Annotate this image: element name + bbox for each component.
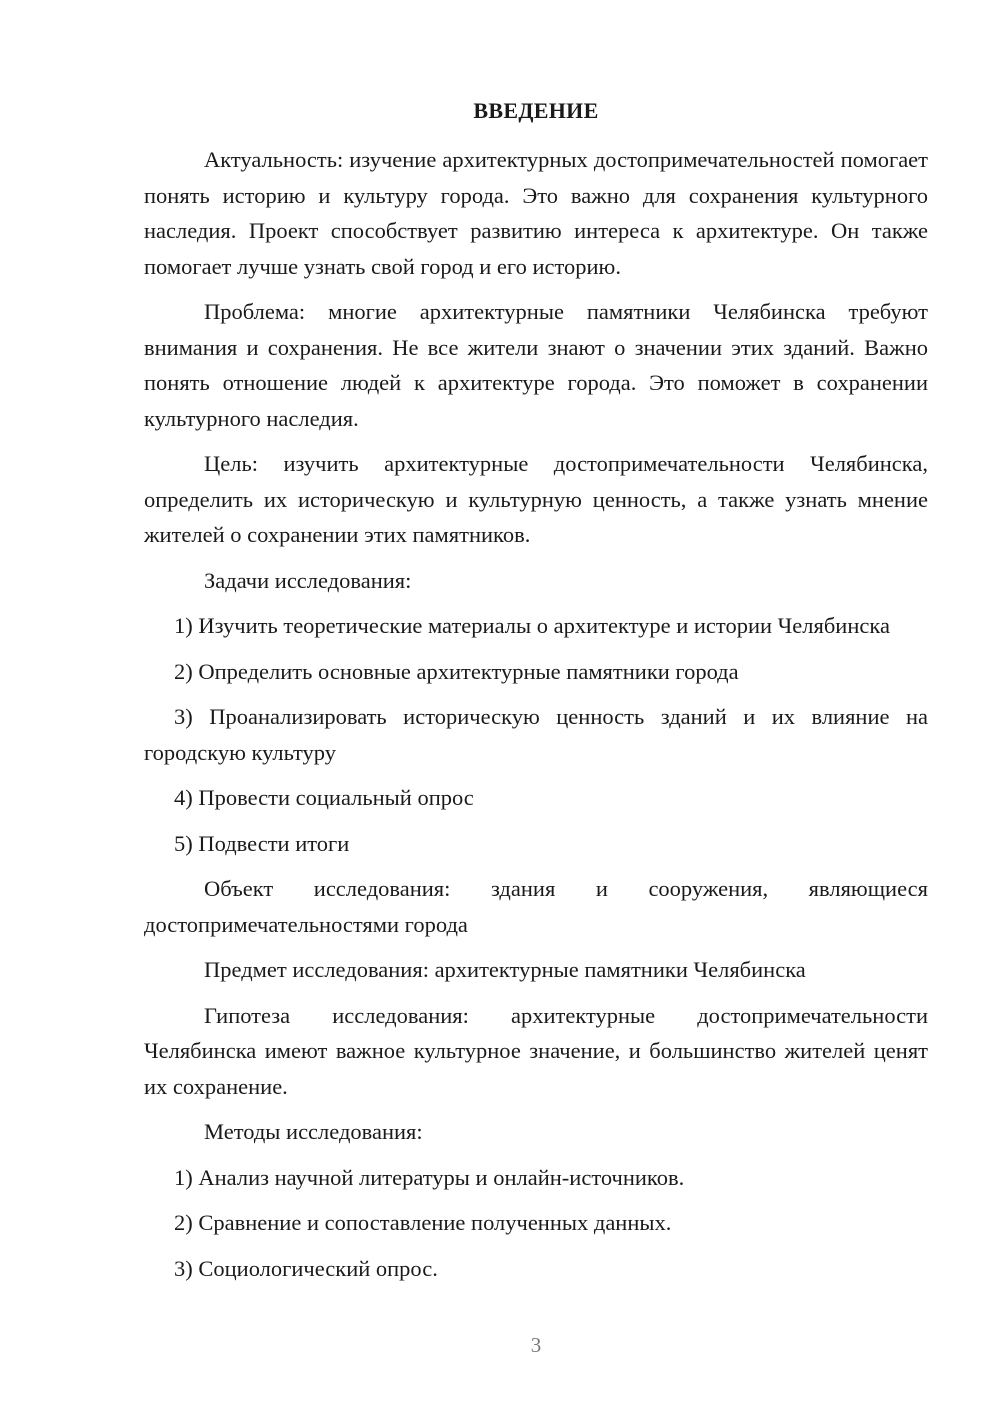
method-item-3: 3) Социологический опрос. bbox=[174, 1255, 438, 1281]
paragraph-relevance: Актуальность: изучение архитектурных достопримечательностей помогает понять историю и культуру города. Это важно для сохранения культурного наследия. Проект способствует развитию интереса к архитектуре. Он также помогает лучше узнать свой город и его историю. bbox=[144, 147, 928, 279]
method-item-2: 2) Сравнение и сопоставление полученных данных. bbox=[174, 1210, 672, 1235]
task-item-1: 1) Изучить теоретические материалы о архитектуре и истории Челябинска bbox=[174, 613, 890, 638]
paragraph-hypothesis: Гипотеза исследования: архитектурные достопримечательности Челябинска имеют важное культурное значение, и большинство жителей ценят их сохранение. bbox=[144, 1002, 928, 1099]
methods-heading: Методы исследования: bbox=[204, 1119, 423, 1144]
task-item-4: 4) Провести социальный опрос bbox=[174, 785, 474, 810]
task-item-5: 5) Подвести итоги bbox=[174, 830, 350, 856]
method-item-1: 1) Анализ научной литературы и онлайн-источников. bbox=[174, 1164, 685, 1190]
paragraph-problem: Проблема: многие архитектурные памятники Челябинска требуют внимания и сохранения. Не все жители знают о значении этих зданий. Важно понять отношение людей к архитектуре города. Это поможет в сохранении культурного наследия. bbox=[144, 299, 928, 431]
tasks-heading: Задачи исследования: bbox=[204, 567, 412, 593]
page-number: 3 bbox=[530, 1333, 542, 1357]
paragraph-object: Объект исследования: здания и сооружения, являющиеся достопримечательностями города bbox=[144, 876, 928, 937]
page-title: ВВЕДЕНИЕ bbox=[473, 98, 599, 123]
document-body bbox=[144, 142, 928, 1296]
paragraph-subject: Предмет исследования: архитектурные памятники Челябинска bbox=[204, 957, 806, 982]
task-item-2: 2) Определить основные архитектурные памятники города bbox=[174, 658, 739, 684]
task-item-3: 3) Проанализировать историческую ценность зданий и их влияние на городскую культуру bbox=[144, 704, 928, 765]
paragraph-goal: Цель: изучить архитектурные достопримечательности Челябинска, определить их историческую и культурную ценность, а также узнать мнение жителей о сохранении этих памятников. bbox=[144, 451, 928, 547]
